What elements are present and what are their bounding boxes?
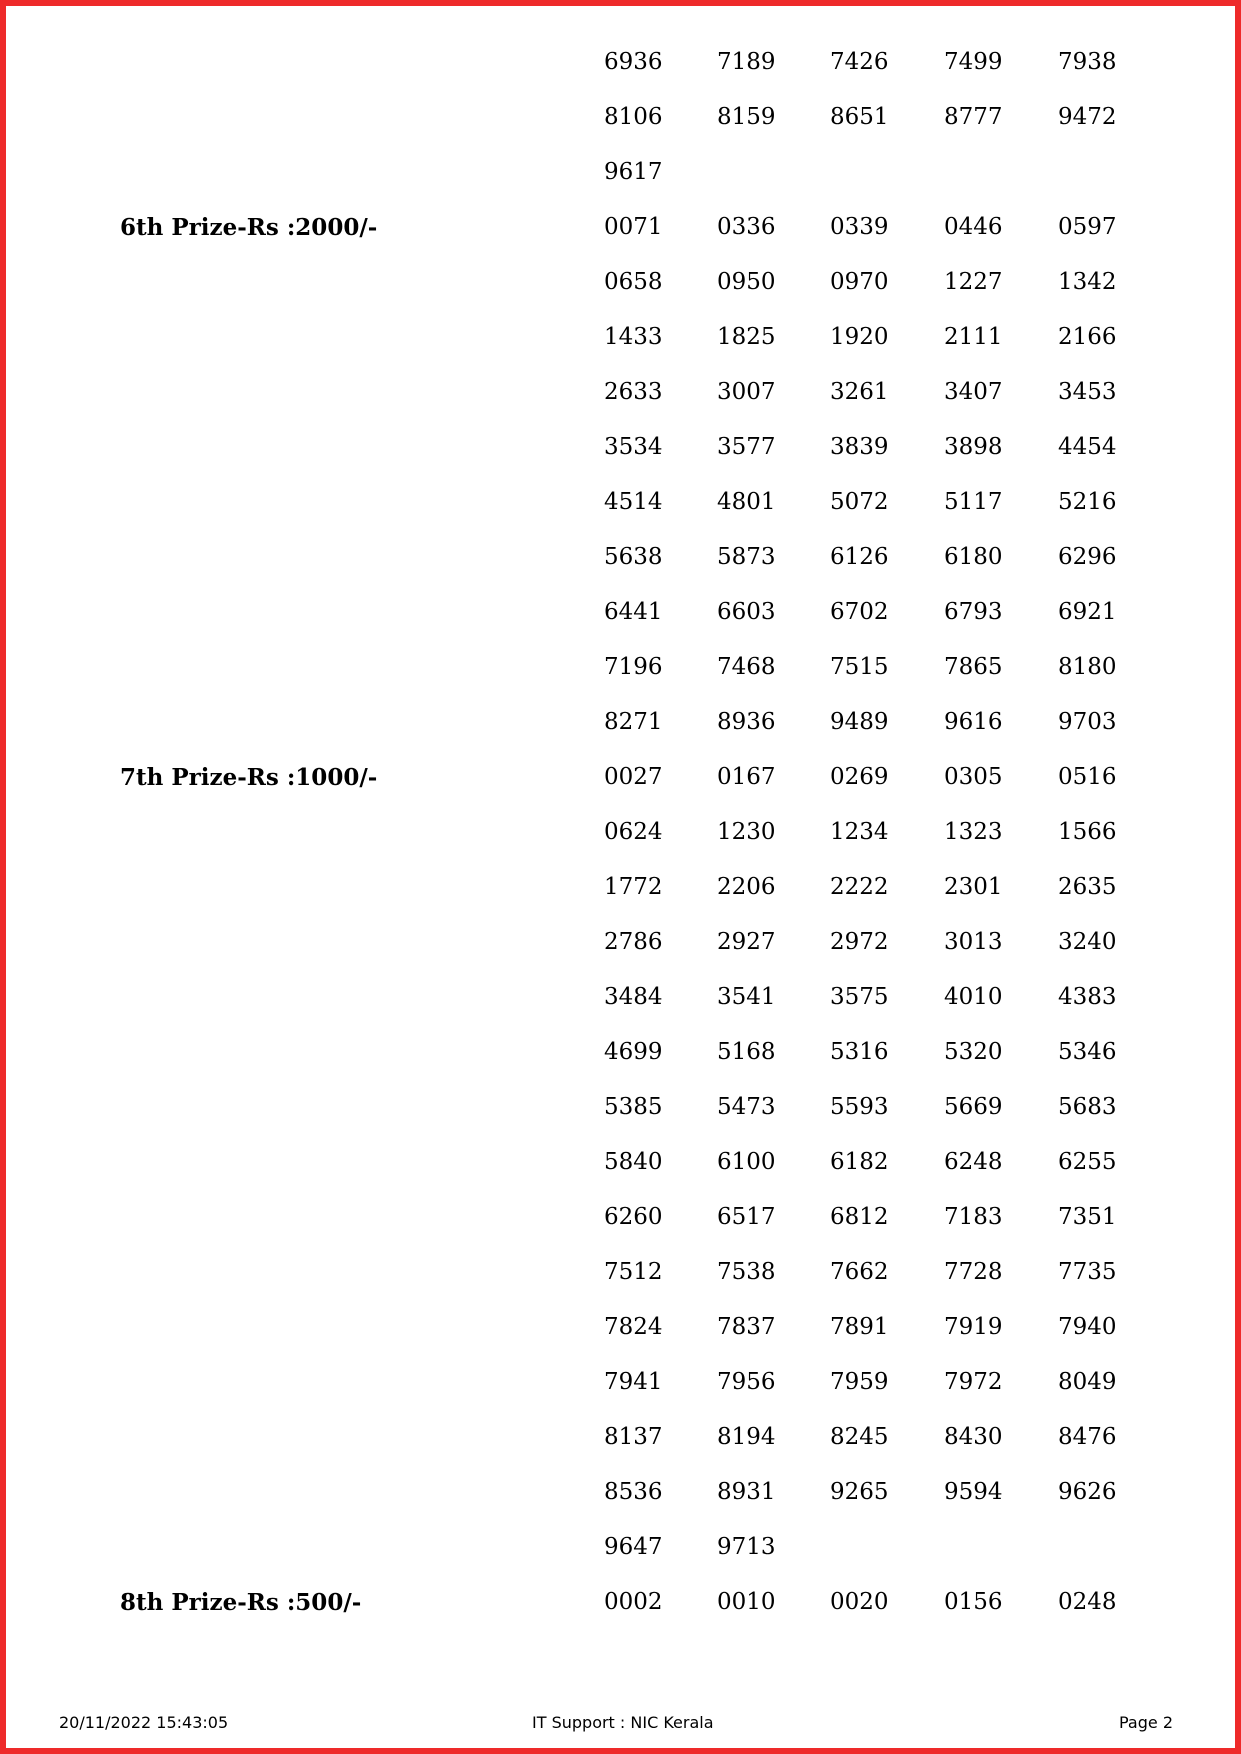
ticket-number: 5840 [604, 1149, 663, 1175]
ticket-number: 3577 [717, 434, 776, 460]
result-row [0, 145, 1241, 200]
ticket-number: 0156 [944, 1589, 1003, 1615]
ticket-number: 6182 [830, 1149, 889, 1175]
ticket-number: 7183 [944, 1204, 1003, 1230]
ticket-number: 8159 [717, 104, 776, 130]
prize-label: 7th Prize-Rs :1000/- [120, 764, 378, 791]
ticket-number: 0339 [830, 214, 889, 240]
ticket-number: 5072 [830, 489, 889, 515]
ticket-number: 5346 [1058, 1039, 1117, 1065]
result-row [0, 1135, 1241, 1190]
ticket-number: 3007 [717, 379, 776, 405]
ticket-number: 0002 [604, 1589, 663, 1615]
ticket-number: 7919 [944, 1314, 1003, 1340]
result-row [0, 255, 1241, 310]
ticket-number: 6296 [1058, 544, 1117, 570]
ticket-number: 8931 [717, 1479, 776, 1505]
ticket-number: 8194 [717, 1424, 776, 1450]
ticket-number: 3541 [717, 984, 776, 1010]
ticket-number: 1825 [717, 324, 776, 350]
ticket-number: 9626 [1058, 1479, 1117, 1505]
ticket-number: 4383 [1058, 984, 1117, 1010]
ticket-number: 7735 [1058, 1259, 1117, 1285]
ticket-number: 8777 [944, 104, 1003, 130]
result-row [0, 1575, 1241, 1630]
ticket-number: 7865 [944, 654, 1003, 680]
ticket-number: 0010 [717, 1589, 776, 1615]
result-row [0, 200, 1241, 255]
ticket-number: 9472 [1058, 104, 1117, 130]
result-row [0, 365, 1241, 420]
result-row [0, 90, 1241, 145]
ticket-number: 7189 [717, 49, 776, 75]
ticket-number: 1433 [604, 324, 663, 350]
ticket-number: 8651 [830, 104, 889, 130]
ticket-number: 1323 [944, 819, 1003, 845]
ticket-number: 8106 [604, 104, 663, 130]
ticket-number: 2972 [830, 929, 889, 955]
ticket-number: 7891 [830, 1314, 889, 1340]
ticket-number: 5216 [1058, 489, 1117, 515]
ticket-number: 0970 [830, 269, 889, 295]
ticket-number: 6793 [944, 599, 1003, 625]
result-row [0, 310, 1241, 365]
ticket-number: 4801 [717, 489, 776, 515]
ticket-number: 4010 [944, 984, 1003, 1010]
ticket-number: 1234 [830, 819, 889, 845]
ticket-number: 9703 [1058, 709, 1117, 735]
result-row [0, 1190, 1241, 1245]
results-list [0, 35, 1241, 1630]
result-row [0, 1355, 1241, 1410]
ticket-number: 7940 [1058, 1314, 1117, 1340]
result-row [0, 35, 1241, 90]
result-row [0, 1465, 1241, 1520]
ticket-number: 7837 [717, 1314, 776, 1340]
ticket-number: 6248 [944, 1149, 1003, 1175]
ticket-number: 3407 [944, 379, 1003, 405]
ticket-number: 6702 [830, 599, 889, 625]
ticket-number: 0446 [944, 214, 1003, 240]
ticket-number: 0516 [1058, 764, 1117, 790]
ticket-number: 7972 [944, 1369, 1003, 1395]
ticket-number: 7196 [604, 654, 663, 680]
ticket-number: 9594 [944, 1479, 1003, 1505]
ticket-number: 6921 [1058, 599, 1117, 625]
ticket-number: 7351 [1058, 1204, 1117, 1230]
ticket-number: 6441 [604, 599, 663, 625]
ticket-number: 0020 [830, 1589, 889, 1615]
ticket-number: 4514 [604, 489, 663, 515]
ticket-number: 7824 [604, 1314, 663, 1340]
ticket-number: 0658 [604, 269, 663, 295]
ticket-number: 7938 [1058, 49, 1117, 75]
ticket-number: 2635 [1058, 874, 1117, 900]
ticket-number: 1920 [830, 324, 889, 350]
ticket-number: 0027 [604, 764, 663, 790]
ticket-number: 1230 [717, 819, 776, 845]
ticket-number: 5385 [604, 1094, 663, 1120]
ticket-number: 6100 [717, 1149, 776, 1175]
ticket-number: 0071 [604, 214, 663, 240]
ticket-number: 0167 [717, 764, 776, 790]
ticket-number: 1772 [604, 874, 663, 900]
ticket-number: 7426 [830, 49, 889, 75]
result-row [0, 695, 1241, 750]
ticket-number: 2927 [717, 929, 776, 955]
ticket-number: 5117 [944, 489, 1003, 515]
result-row [0, 1410, 1241, 1465]
ticket-number: 4699 [604, 1039, 663, 1065]
ticket-number: 6126 [830, 544, 889, 570]
ticket-number: 3575 [830, 984, 889, 1010]
ticket-number: 9617 [604, 159, 663, 185]
footer-page-number: Page 2 [1119, 1713, 1173, 1732]
ticket-number: 8137 [604, 1424, 663, 1450]
result-row [0, 1080, 1241, 1135]
result-row [0, 805, 1241, 860]
result-row [0, 420, 1241, 475]
ticket-number: 6812 [830, 1204, 889, 1230]
result-row [0, 860, 1241, 915]
result-row [0, 915, 1241, 970]
ticket-number: 9616 [944, 709, 1003, 735]
ticket-number: 0597 [1058, 214, 1117, 240]
ticket-number: 1566 [1058, 819, 1117, 845]
ticket-number: 0248 [1058, 1589, 1117, 1615]
ticket-number: 8936 [717, 709, 776, 735]
ticket-number: 9713 [717, 1534, 776, 1560]
ticket-number: 8476 [1058, 1424, 1117, 1450]
ticket-number: 5168 [717, 1039, 776, 1065]
ticket-number: 9647 [604, 1534, 663, 1560]
ticket-number: 8245 [830, 1424, 889, 1450]
ticket-number: 3534 [604, 434, 663, 460]
ticket-number: 3484 [604, 984, 663, 1010]
ticket-number: 0336 [717, 214, 776, 240]
prize-label: 6th Prize-Rs :2000/- [120, 214, 378, 241]
ticket-number: 6603 [717, 599, 776, 625]
ticket-number: 6180 [944, 544, 1003, 570]
ticket-number: 5473 [717, 1094, 776, 1120]
ticket-number: 7512 [604, 1259, 663, 1285]
ticket-number: 2633 [604, 379, 663, 405]
result-row [0, 530, 1241, 585]
ticket-number: 8536 [604, 1479, 663, 1505]
ticket-number: 2222 [830, 874, 889, 900]
ticket-number: 7499 [944, 49, 1003, 75]
ticket-number: 0950 [717, 269, 776, 295]
ticket-number: 5683 [1058, 1094, 1117, 1120]
ticket-number: 5638 [604, 544, 663, 570]
ticket-number: 7662 [830, 1259, 889, 1285]
prize-label: 8th Prize-Rs :500/- [120, 1589, 362, 1616]
result-row [0, 970, 1241, 1025]
ticket-number: 2166 [1058, 324, 1117, 350]
footer-support: IT Support : NIC Kerala [532, 1713, 714, 1732]
ticket-number: 5873 [717, 544, 776, 570]
ticket-number: 3240 [1058, 929, 1117, 955]
ticket-number: 0269 [830, 764, 889, 790]
ticket-number: 2111 [944, 324, 1003, 350]
result-row [0, 750, 1241, 805]
ticket-number: 2301 [944, 874, 1003, 900]
ticket-number: 5316 [830, 1039, 889, 1065]
ticket-number: 3261 [830, 379, 889, 405]
ticket-number: 7959 [830, 1369, 889, 1395]
ticket-number: 8180 [1058, 654, 1117, 680]
ticket-number: 7941 [604, 1369, 663, 1395]
ticket-number: 9265 [830, 1479, 889, 1505]
ticket-number: 5320 [944, 1039, 1003, 1065]
ticket-number: 4454 [1058, 434, 1117, 460]
ticket-number: 3839 [830, 434, 889, 460]
ticket-number: 9489 [830, 709, 889, 735]
result-row [0, 475, 1241, 530]
ticket-number: 8271 [604, 709, 663, 735]
ticket-number: 7728 [944, 1259, 1003, 1285]
result-row [0, 1245, 1241, 1300]
result-row [0, 1300, 1241, 1355]
ticket-number: 5669 [944, 1094, 1003, 1120]
ticket-number: 1342 [1058, 269, 1117, 295]
ticket-number: 2206 [717, 874, 776, 900]
ticket-number: 6936 [604, 49, 663, 75]
result-row [0, 1025, 1241, 1080]
ticket-number: 1227 [944, 269, 1003, 295]
ticket-number: 6260 [604, 1204, 663, 1230]
result-row [0, 1520, 1241, 1575]
ticket-number: 7538 [717, 1259, 776, 1285]
ticket-number: 3013 [944, 929, 1003, 955]
ticket-number: 7468 [717, 654, 776, 680]
ticket-number: 6517 [717, 1204, 776, 1230]
ticket-number: 3898 [944, 434, 1003, 460]
ticket-number: 8049 [1058, 1369, 1117, 1395]
ticket-number: 7515 [830, 654, 889, 680]
ticket-number: 5593 [830, 1094, 889, 1120]
ticket-number: 7956 [717, 1369, 776, 1395]
ticket-number: 0624 [604, 819, 663, 845]
result-row [0, 585, 1241, 640]
result-row [0, 640, 1241, 695]
ticket-number: 2786 [604, 929, 663, 955]
footer-timestamp: 20/11/2022 15:43:05 [59, 1713, 229, 1732]
ticket-number: 0305 [944, 764, 1003, 790]
ticket-number: 3453 [1058, 379, 1117, 405]
ticket-number: 8430 [944, 1424, 1003, 1450]
ticket-number: 6255 [1058, 1149, 1117, 1175]
